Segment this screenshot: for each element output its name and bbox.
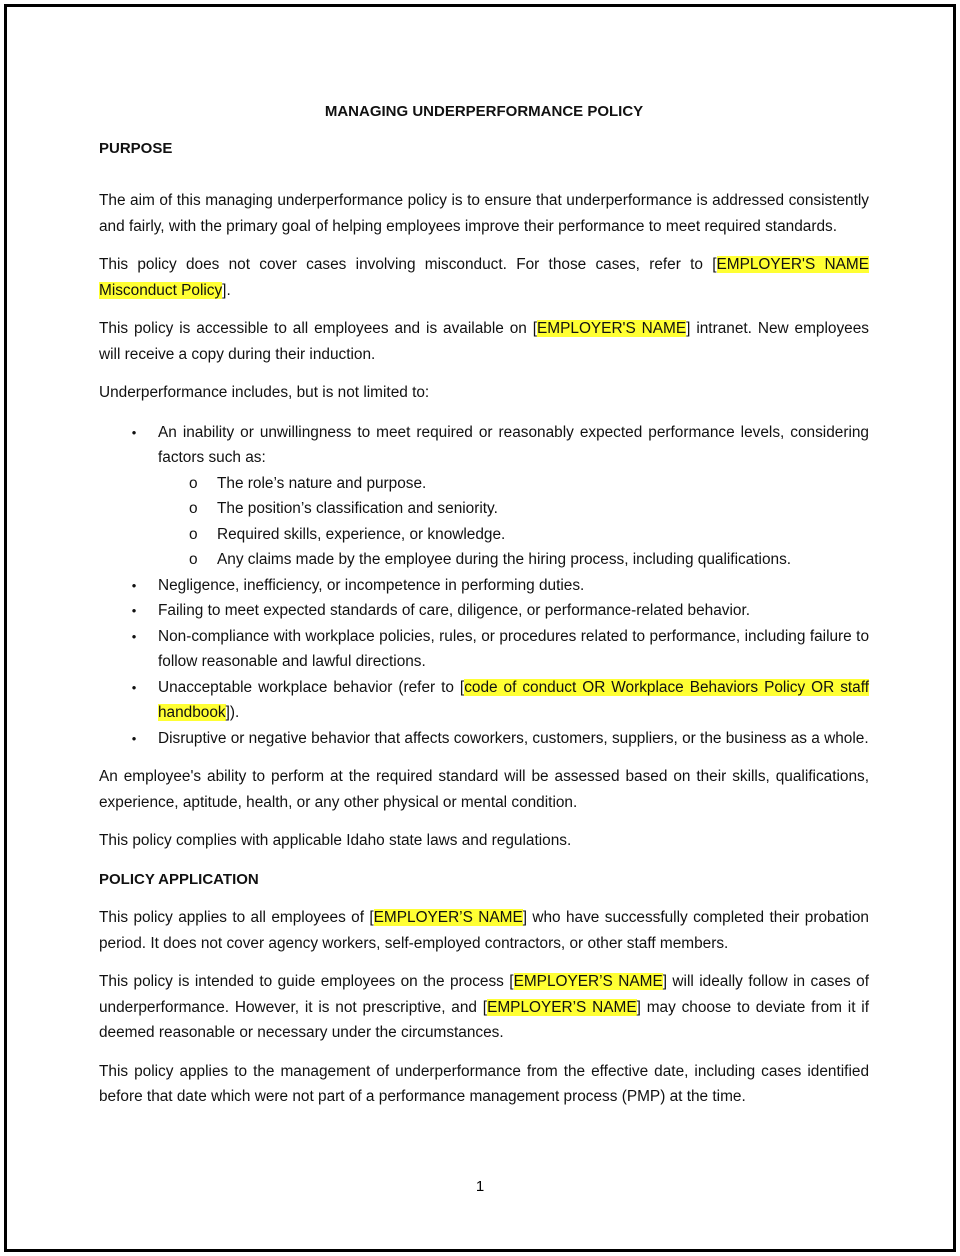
effective-paragraph: This policy applies to the management of underperformance from the effective date, including cases identified before that date which were not part of a performance management process (PMP) at the time.: [99, 1062, 869, 1105]
page-number: 1: [475, 1178, 485, 1195]
circle-bullet-icon: o: [189, 551, 198, 568]
sub-list-item-text: The role’s nature and purpose.: [217, 474, 427, 492]
guide-text-end: ] may choose to deviate from it if deemed reasonable or necessary under the circumstances.: [99, 998, 869, 1041]
list-item: [99, 573, 869, 599]
sub-list-item: [158, 522, 869, 548]
misconduct-paragraph: [99, 252, 869, 303]
access-text: This policy is accessible to all employees and is available on [: [99, 320, 538, 337]
ability-paragraph: An employee's ability to perform at the required standard will be assessed based on their skills, qualifications, experience, aptitude, health, or any other physical or mental condition.: [99, 768, 869, 811]
application-heading: POLICY APPLICATION: [99, 870, 259, 888]
document-page: [4, 4, 956, 1252]
applies-paragraph: [99, 905, 869, 956]
circle-bullet-icon: o: [189, 525, 198, 543]
access-text-end: ] intranet. New employees will receive a copy during their induction.: [99, 320, 869, 363]
placeholder-highlight: code of conduct OR Workplace Behaviors Policy OR staff handbook: [158, 678, 869, 721]
placeholder-highlight: EMPLOYER’S NAME: [373, 909, 523, 926]
access-paragraph: [99, 316, 869, 367]
document-body: [99, 99, 869, 1123]
placeholder-highlight: EMPLOYER'S NAME Misconduct Policy: [99, 256, 869, 299]
bullet-icon: •: [131, 603, 137, 618]
list-item-text: Non-compliance with workplace policies, rules, or procedures related to performance, including failure to follow reasonable and lawful directions.: [158, 627, 869, 670]
list-item-text: Unacceptable workplace behavior (refer to [: [158, 678, 465, 696]
guide-text-mid: ] will ideally follow in cases of underperformance. However, it is not prescriptive, and [: [99, 973, 869, 1016]
factors-sublist: [158, 471, 869, 573]
purpose-heading: PURPOSE: [99, 139, 173, 157]
list-item: [99, 420, 869, 573]
list-item-text: Failing to meet expected standards of care, diligence, or performance-related behavior.: [158, 602, 751, 619]
list-item-text: Disruptive or negative behavior that affects coworkers, customers, suppliers, or the business as a whole.: [158, 729, 869, 747]
bullet-icon: •: [131, 628, 137, 644]
sub-list-item: [158, 471, 869, 497]
underperformance-list: [99, 420, 869, 752]
bullet-icon: •: [131, 577, 137, 593]
list-item: [99, 598, 869, 624]
circle-bullet-icon: o: [189, 474, 198, 492]
bullet-icon: •: [131, 730, 137, 746]
list-item-text: Negligence, inefficiency, or incompetence in performing duties.: [158, 576, 585, 594]
bullet-icon: •: [131, 424, 137, 440]
sub-list-item: [158, 547, 869, 573]
purpose-paragraph: The aim of this managing underperformance policy is to ensure that underperformance is addressed consistently and fairly, with the primary goal of helping employees improve their performance to meet required standards.: [99, 192, 869, 235]
sub-list-item-text: The position’s classification and seniority.: [217, 500, 498, 517]
sub-list-item: [158, 496, 869, 522]
misconduct-text-end: ].: [222, 281, 231, 299]
list-item: [99, 675, 869, 726]
placeholder-highlight: EMPLOYER'S NAME: [537, 320, 687, 337]
complies-paragraph: This policy complies with applicable Idaho state laws and regulations.: [99, 832, 572, 849]
placeholder-highlight: EMPLOYER’S NAME: [487, 998, 637, 1016]
list-item-text: An inability or unwillingness to meet required or reasonably expected performance levels, considering factors such as:: [158, 423, 869, 466]
list-item-text-end: ]).: [225, 704, 240, 721]
bullet-icon: •: [131, 679, 137, 695]
sub-list-item-text: Required skills, experience, or knowledge.: [217, 525, 506, 543]
placeholder-highlight: EMPLOYER’S NAME: [513, 973, 663, 990]
sub-list-item-text: Any claims made by the employee during the hiring process, including qualifications.: [217, 551, 792, 568]
list-item: [99, 624, 869, 675]
misconduct-text: This policy does not cover cases involving misconduct. For those cases, refer to [: [99, 256, 717, 273]
guide-text: This policy is intended to guide employees on the process [: [99, 973, 514, 990]
applies-text: This policy applies to all employees of [: [99, 909, 374, 926]
includes-intro: Underperformance includes, but is not limited to:: [99, 384, 430, 401]
page-title: MANAGING UNDERPERFORMANCE POLICY: [324, 103, 644, 120]
guide-paragraph: [99, 969, 869, 1046]
circle-bullet-icon: o: [189, 500, 198, 517]
list-item: [99, 726, 869, 752]
applies-text-end: ] who have successfully completed their probation period. It does not cover agency workers, self-employed contractors, or other staff members.: [99, 909, 869, 952]
